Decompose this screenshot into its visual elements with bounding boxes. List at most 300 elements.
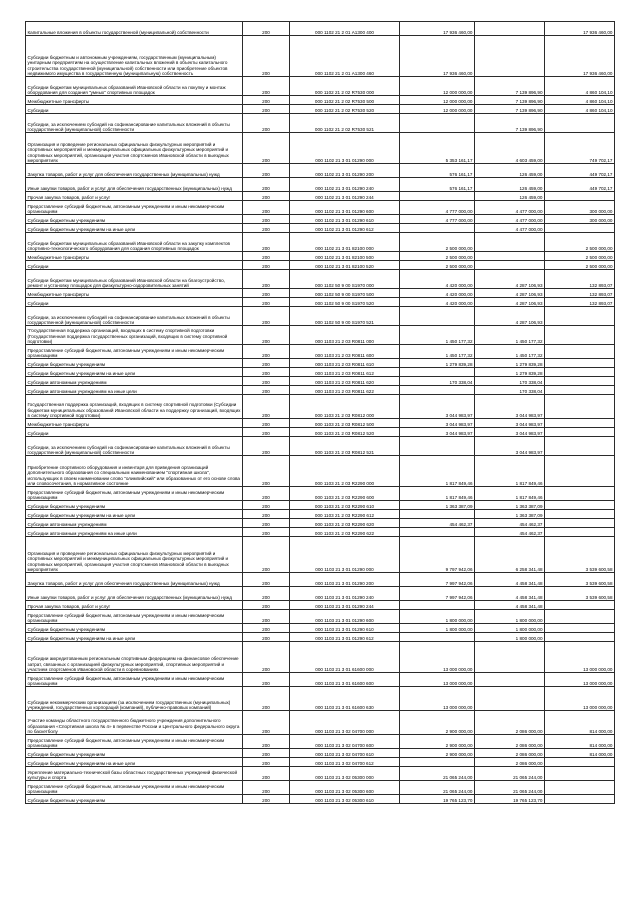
row-description: Предоставление субсидий бюджетным, автономным учреждениям и иным некоммерческим организациям: [26, 781, 243, 795]
row-description: Предоставление субсидий бюджетным, автономным учреждениям и иным некоммерческим организациям: [26, 735, 243, 749]
row-description: Субсидии бюджетным и автономным учреждениям, государственным (муниципальным) унитарным предприятиям на осуществление капитальных вложений в объекты капитального строительства государственной (муниципальной) собственности или приобретение объектов недвижимого имущества в государственную (муниципальную) собственность: [26, 36, 243, 77]
row-description: Предоставление субсидий бюджетным, автономным учреждениям и иным некоммерческим организациям: [26, 345, 243, 359]
row-approved-amount: 5 353 161,17: [400, 133, 475, 164]
table-row: [26, 573, 615, 587]
table-row: [26, 377, 615, 386]
row-line-code: 200: [243, 687, 290, 711]
row-budget-classification-code: 000 1103 21 2 03 R0811 610: [290, 359, 400, 368]
row-description: Организация и проведение региональных официальных физкультурных мероприятий и спортивных мероприятий и межмуниципальных официальных физкультурных мероприятий и спортивных мероприятий, организация участия спортсменов Ивановской области в выездных мероприятиях: [26, 537, 243, 573]
table-row: [26, 201, 615, 215]
row-description: Иные закупки товаров, работ и услуг для обеспечения государственных (муниципальных) нужд: [26, 587, 243, 601]
row-approved-amount: 3 044 983,97: [400, 419, 475, 428]
row-executed-amount: 1 363 387,09: [475, 501, 545, 510]
row-budget-classification-code: 000 1103 21 3 02 05300 000: [290, 767, 400, 781]
row-budget-classification-code: 000 1102 21 3 01 01290 240: [290, 178, 400, 192]
row-description: Субсидии автономным учреждениям: [26, 377, 243, 386]
row-unexecuted-amount: [545, 224, 615, 233]
row-unexecuted-amount: [545, 114, 615, 133]
row-executed-amount: 4 458 341,48: [475, 587, 545, 601]
table-row: [26, 326, 615, 345]
row-budget-classification-code: 000 1102 21 3 01 01290 610: [290, 215, 400, 224]
row-budget-classification-code: 000 1103 21 2 03 R0811 600: [290, 345, 400, 359]
table-row: [26, 252, 615, 261]
row-approved-amount: 170 338,04: [400, 377, 475, 386]
row-unexecuted-amount: [545, 307, 615, 326]
row-line-code: 200: [243, 298, 290, 307]
row-description: Субсидии автономным учреждениям: [26, 519, 243, 528]
row-executed-amount: 3 044 983,97: [475, 419, 545, 428]
row-budget-classification-code: 000 1103 21 3 01 61600 600: [290, 673, 400, 687]
row-budget-classification-code: 000 1102 50 9 00 S1970 521: [290, 307, 400, 326]
row-approved-amount: [400, 528, 475, 537]
row-approved-amount: [400, 368, 475, 377]
row-description: Субсидии: [26, 261, 243, 270]
table-row: [26, 178, 615, 192]
row-line-code: 200: [243, 233, 290, 252]
row-budget-classification-code: 000 1103 21 3 01 61600 000: [290, 642, 400, 673]
budget-report-sheet: [25, 21, 614, 804]
row-unexecuted-amount: [545, 781, 615, 795]
row-executed-amount: 4 287 106,93: [475, 307, 545, 326]
row-budget-classification-code: 000 1102 21 2 01 А1300 460: [290, 36, 400, 77]
table-row: [26, 687, 615, 711]
row-unexecuted-amount: 4 860 104,10: [545, 96, 615, 105]
row-approved-amount: 1 279 839,28: [400, 359, 475, 368]
row-executed-amount: 6 258 341,48: [475, 537, 545, 573]
row-unexecuted-amount: [545, 510, 615, 519]
row-line-code: 200: [243, 36, 290, 77]
table-row: [26, 537, 615, 573]
row-approved-amount: 12 000 000,00: [400, 77, 475, 96]
row-unexecuted-amount: 749 702,17: [545, 133, 615, 164]
row-line-code: 200: [243, 386, 290, 395]
table-row: [26, 624, 615, 633]
row-unexecuted-amount: 3 539 600,58: [545, 573, 615, 587]
row-approved-amount: [400, 114, 475, 133]
row-budget-classification-code: 000 1103 21 3 02 04700 612: [290, 758, 400, 767]
row-line-code: 200: [243, 326, 290, 345]
table-row: [26, 519, 615, 528]
row-line-code: 200: [243, 105, 290, 114]
row-executed-amount: 4 458 341,48: [475, 601, 545, 610]
table-row: [26, 215, 615, 224]
row-executed-amount: 1 800 000,00: [475, 633, 545, 642]
row-budget-classification-code: 000 1103 21 3 02 04700 610: [290, 749, 400, 758]
row-line-code: 200: [243, 419, 290, 428]
row-unexecuted-amount: 132 893,07: [545, 289, 615, 298]
row-approved-amount: 1 450 177,32: [400, 326, 475, 345]
budget-execution-table: [25, 21, 615, 804]
row-executed-amount: 3 044 983,97: [475, 428, 545, 437]
row-description: Субсидии бюджетным учреждениям на иные цели: [26, 368, 243, 377]
row-executed-amount: [475, 687, 545, 711]
row-approved-amount: 1 363 387,09: [400, 501, 475, 510]
row-budget-classification-code: 000 1102 21 2 02 R7530 520: [290, 105, 400, 114]
row-budget-classification-code: 000 1103 21 3 02 05300 600: [290, 781, 400, 795]
row-approved-amount: 21 065 244,00: [400, 767, 475, 781]
row-budget-classification-code: 000 1103 21 2 03 R0812 500: [290, 419, 400, 428]
row-description: Прочая закупка товаров, работ и услуг: [26, 601, 243, 610]
row-budget-classification-code: 000 1103 21 3 01 01290 244: [290, 601, 400, 610]
row-description: Закупка товаров, работ и услуг для обеспечения государственных (муниципальных) нужд: [26, 573, 243, 587]
row-executed-amount: 1 817 849,46: [475, 456, 545, 487]
table-row: [26, 601, 615, 610]
table-row: [26, 673, 615, 687]
row-approved-amount: 3 044 983,97: [400, 428, 475, 437]
row-line-code: 200: [243, 377, 290, 386]
row-approved-amount: 13 000 000,00: [400, 642, 475, 673]
row-unexecuted-amount: [545, 528, 615, 537]
row-approved-amount: 1 800 000,00: [400, 624, 475, 633]
row-approved-amount: 2 900 000,00: [400, 711, 475, 735]
row-executed-amount: 3 044 983,97: [475, 395, 545, 419]
row-budget-classification-code: 000 1103 21 3 02 04700 000: [290, 711, 400, 735]
row-unexecuted-amount: [545, 601, 615, 610]
row-unexecuted-amount: 13 000 000,00: [545, 673, 615, 687]
row-budget-classification-code: 000 1102 21 2 02 R7530 500: [290, 96, 400, 105]
table-row: [26, 224, 615, 233]
row-executed-amount: [475, 261, 545, 270]
row-budget-classification-code: 000 1103 21 2 03 R2290 612: [290, 510, 400, 519]
row-budget-classification-code: 000 1103 21 2 03 R0811 612: [290, 368, 400, 377]
row-line-code: 200: [243, 601, 290, 610]
row-unexecuted-amount: 3 539 600,58: [545, 587, 615, 601]
row-unexecuted-amount: [545, 437, 615, 456]
row-approved-amount: [400, 192, 475, 201]
row-executed-amount: 454 462,37: [475, 519, 545, 528]
row-description: Субсидии бюджетным учреждениям: [26, 215, 243, 224]
row-budget-classification-code: 000 1103 21 2 03 R2290 600: [290, 487, 400, 501]
row-approved-amount: [400, 758, 475, 767]
row-executed-amount: [475, 642, 545, 673]
row-approved-amount: 12 000 000,00: [400, 96, 475, 105]
row-approved-amount: 4 420 000,00: [400, 270, 475, 289]
row-description: Иные закупки товаров, работ и услуг для обеспечения государственных (муниципальных) нужд: [26, 178, 243, 192]
row-line-code: 200: [243, 673, 290, 687]
row-approved-amount: 4 420 000,00: [400, 289, 475, 298]
row-line-code: 200: [243, 96, 290, 105]
table-row: [26, 298, 615, 307]
table-row: [26, 36, 615, 77]
table-row: [26, 528, 615, 537]
row-executed-amount: 2 086 000,00: [475, 758, 545, 767]
row-approved-amount: [400, 633, 475, 642]
row-budget-classification-code: 000 1102 21 2 02 R7530 521: [290, 114, 400, 133]
row-line-code: 200: [243, 133, 290, 164]
row-executed-amount: 2 086 000,00: [475, 711, 545, 735]
row-line-code: 200: [243, 456, 290, 487]
row-unexecuted-amount: [545, 456, 615, 487]
row-description: Предоставление субсидий бюджетным, автономным учреждениям и иным некоммерческим организациям: [26, 610, 243, 624]
row-line-code: 200: [243, 633, 290, 642]
row-executed-amount: 19 765 123,70: [475, 795, 545, 804]
row-unexecuted-amount: 300 000,00: [545, 215, 615, 224]
row-unexecuted-amount: 13 000 000,00: [545, 687, 615, 711]
row-executed-amount: 4 477 000,00: [475, 224, 545, 233]
row-budget-classification-code: 000 1102 21 3 01 82100 500: [290, 252, 400, 261]
row-description: Организация и проведение региональных официальных физкультурных мероприятий и спортивных мероприятий и межмуниципальных официальных физкультурных мероприятий и спортивных мероприятий, организация участия спортсменов Ивановской области в выездных мероприятиях: [26, 133, 243, 164]
table-row: [26, 437, 615, 456]
row-line-code: 200: [243, 270, 290, 289]
row-line-code: 200: [243, 624, 290, 633]
row-budget-classification-code: 000 1103 21 3 01 01290 612: [290, 633, 400, 642]
row-line-code: 200: [243, 289, 290, 298]
row-line-code: 200: [243, 587, 290, 601]
row-unexecuted-amount: [545, 419, 615, 428]
row-description: Субсидии некоммерческим организациям (за исключением государственных (муниципальных) учреждений, государственных корпораций (компаний), публично-правовых компаний): [26, 687, 243, 711]
row-line-code: 200: [243, 528, 290, 537]
row-executed-amount: 7 139 896,90: [475, 96, 545, 105]
row-approved-amount: 19 765 123,70: [400, 795, 475, 804]
row-executed-amount: 4 287 106,93: [475, 289, 545, 298]
row-approved-amount: 2 500 000,00: [400, 261, 475, 270]
row-executed-amount: 1 800 000,00: [475, 610, 545, 624]
row-line-code: 200: [243, 758, 290, 767]
table-row: [26, 233, 615, 252]
row-executed-amount: 170 338,04: [475, 386, 545, 395]
row-executed-amount: 21 065 244,00: [475, 781, 545, 795]
row-description: Субсидии автономным учреждениям на иные цели: [26, 386, 243, 395]
row-executed-amount: [475, 22, 545, 36]
table-row: [26, 781, 615, 795]
row-description: Предоставление субсидий бюджетным, автономным учреждениям и иным некоммерческим организациям: [26, 487, 243, 501]
row-approved-amount: [400, 510, 475, 519]
row-budget-classification-code: 000 1102 21 3 01 82100 520: [290, 261, 400, 270]
row-line-code: 200: [243, 610, 290, 624]
row-unexecuted-amount: 2 500 000,00: [545, 261, 615, 270]
row-description: Межбюджетные трансферты: [26, 96, 243, 105]
table-row: [26, 587, 615, 601]
row-line-code: 200: [243, 735, 290, 749]
table-row: [26, 359, 615, 368]
row-unexecuted-amount: 814 000,00: [545, 735, 615, 749]
row-executed-amount: 4 477 000,00: [475, 215, 545, 224]
row-line-code: 200: [243, 77, 290, 96]
row-description: Субсидии бюджетам муниципальных образований Ивановской области на закупку комплектов спортивно-технологического оборудования для создания спортивных площадок: [26, 233, 243, 252]
row-approved-amount: 1 450 177,32: [400, 345, 475, 359]
row-unexecuted-amount: [545, 795, 615, 804]
row-unexecuted-amount: 4 860 104,10: [545, 77, 615, 96]
table-row: [26, 96, 615, 105]
row-description: Предоставление субсидий бюджетным, автономным учреждениям и иным некоммерческим организациям: [26, 673, 243, 687]
row-budget-classification-code: 000 1103 21 3 02 04700 600: [290, 735, 400, 749]
row-description: Субсидии бюджетным учреждениям на иные цели: [26, 633, 243, 642]
row-budget-classification-code: 000 1103 21 3 01 01290 610: [290, 624, 400, 633]
table-row: [26, 368, 615, 377]
row-line-code: 200: [243, 437, 290, 456]
row-budget-classification-code: 000 1103 21 3 01 01290 200: [290, 573, 400, 587]
row-description: Субсидии бюджетным учреждениям: [26, 795, 243, 804]
row-approved-amount: [400, 224, 475, 233]
row-line-code: 200: [243, 749, 290, 758]
row-approved-amount: 576 161,17: [400, 178, 475, 192]
row-executed-amount: 1 450 177,32: [475, 345, 545, 359]
row-executed-amount: 126 459,00: [475, 192, 545, 201]
row-line-code: 200: [243, 487, 290, 501]
row-executed-amount: 126 459,00: [475, 164, 545, 178]
row-budget-classification-code: 000 1103 21 2 03 R0812 520: [290, 428, 400, 437]
row-executed-amount: 2 086 000,00: [475, 735, 545, 749]
row-line-code: 200: [243, 201, 290, 215]
row-budget-classification-code: 000 1103 21 3 01 61600 630: [290, 687, 400, 711]
row-unexecuted-amount: [545, 368, 615, 377]
table-row: [26, 192, 615, 201]
table-row: [26, 749, 615, 758]
row-unexecuted-amount: [545, 501, 615, 510]
row-unexecuted-amount: [545, 377, 615, 386]
row-line-code: 200: [243, 192, 290, 201]
table-row: [26, 22, 615, 36]
row-budget-classification-code: 000 1102 50 9 00 S1970 000: [290, 270, 400, 289]
row-executed-amount: 7 139 896,90: [475, 114, 545, 133]
row-executed-amount: [475, 233, 545, 252]
row-approved-amount: 13 000 000,00: [400, 687, 475, 711]
row-description: Субсидии бюджетным учреждениям: [26, 624, 243, 633]
row-approved-amount: 9 797 942,06: [400, 537, 475, 573]
table-row: [26, 642, 615, 673]
row-approved-amount: 13 000 000,00: [400, 673, 475, 687]
table-row: [26, 767, 615, 781]
row-approved-amount: [400, 386, 475, 395]
table-row: [26, 164, 615, 178]
row-executed-amount: 1 363 387,09: [475, 510, 545, 519]
row-description: Субсидии бюджетным учреждениям на иные цели: [26, 224, 243, 233]
row-unexecuted-amount: [545, 359, 615, 368]
row-approved-amount: [400, 601, 475, 610]
table-row: [26, 456, 615, 487]
row-approved-amount: 12 000 000,00: [400, 105, 475, 114]
table-row: [26, 419, 615, 428]
row-line-code: 200: [243, 215, 290, 224]
row-line-code: 200: [243, 642, 290, 673]
row-unexecuted-amount: 17 936 460,00: [545, 36, 615, 77]
row-unexecuted-amount: 449 702,17: [545, 178, 615, 192]
table-row: [26, 307, 615, 326]
row-approved-amount: 2 900 000,00: [400, 749, 475, 758]
row-approved-amount: 1 800 000,00: [400, 610, 475, 624]
row-approved-amount: 1 817 849,46: [400, 487, 475, 501]
row-unexecuted-amount: 814 000,00: [545, 749, 615, 758]
row-unexecuted-amount: [545, 395, 615, 419]
row-approved-amount: 2 500 000,00: [400, 233, 475, 252]
row-approved-amount: 4 777 000,00: [400, 215, 475, 224]
row-line-code: 200: [243, 114, 290, 133]
row-executed-amount: 3 044 983,97: [475, 437, 545, 456]
row-executed-amount: 126 459,00: [475, 178, 545, 192]
row-budget-classification-code: 000 1103 21 2 03 R0811 622: [290, 386, 400, 395]
row-approved-amount: 2 500 000,00: [400, 252, 475, 261]
row-executed-amount: 4 287 106,93: [475, 298, 545, 307]
row-line-code: 200: [243, 178, 290, 192]
row-description: Субсидии автономным учреждениям на иные цели: [26, 528, 243, 537]
row-line-code: 200: [243, 261, 290, 270]
table-row: [26, 510, 615, 519]
row-executed-amount: 4 458 341,48: [475, 573, 545, 587]
row-description: Субсидии, за исключением субсидий на софинансирование капитальных вложений в объекты государственной (муниципальной) собственности: [26, 307, 243, 326]
row-unexecuted-amount: [545, 487, 615, 501]
row-description: Прочая закупка товаров, работ и услуг: [26, 192, 243, 201]
table-row: [26, 345, 615, 359]
row-unexecuted-amount: 132 893,07: [545, 270, 615, 289]
row-unexecuted-amount: [545, 767, 615, 781]
row-approved-amount: 4 777 000,00: [400, 201, 475, 215]
table-row: [26, 487, 615, 501]
row-budget-classification-code: 000 1103 21 2 03 R0811 620: [290, 377, 400, 386]
row-unexecuted-amount: 17 936 460,00: [545, 22, 615, 36]
row-unexecuted-amount: 449 702,17: [545, 164, 615, 178]
row-executed-amount: [475, 36, 545, 77]
row-line-code: 200: [243, 164, 290, 178]
row-unexecuted-amount: [545, 519, 615, 528]
row-approved-amount: 4 420 000,00: [400, 298, 475, 307]
row-approved-amount: 7 997 942,06: [400, 587, 475, 601]
row-unexecuted-amount: 4 860 104,10: [545, 105, 615, 114]
row-line-code: 200: [243, 22, 290, 36]
row-approved-amount: 3 044 983,97: [400, 395, 475, 419]
row-unexecuted-amount: 2 500 000,00: [545, 233, 615, 252]
row-description: Капитальные вложения в объекты государственной (муниципальной) собственности: [26, 22, 243, 36]
row-line-code: 200: [243, 501, 290, 510]
row-unexecuted-amount: [545, 624, 615, 633]
row-unexecuted-amount: 13 000 000,00: [545, 642, 615, 673]
row-budget-classification-code: 000 1103 21 2 03 R0812 521: [290, 437, 400, 456]
row-executed-amount: 1 800 000,00: [475, 624, 545, 633]
row-unexecuted-amount: 3 539 600,58: [545, 537, 615, 573]
row-budget-classification-code: 000 1102 21 3 01 01290 000: [290, 133, 400, 164]
row-line-code: 200: [243, 510, 290, 519]
row-description: Межбюджетные трансферты: [26, 289, 243, 298]
table-row: [26, 133, 615, 164]
row-unexecuted-amount: [545, 758, 615, 767]
row-unexecuted-amount: 132 893,07: [545, 298, 615, 307]
row-executed-amount: [475, 252, 545, 261]
row-executed-amount: 170 338,04: [475, 377, 545, 386]
row-description: Субсидии бюджетам муниципальных образований Ивановской области на благоустройство, ремонт и установку площадок для физкультурно-оздоровительных занятий: [26, 270, 243, 289]
row-executed-amount: 7 139 896,90: [475, 77, 545, 96]
row-executed-amount: 2 086 000,00: [475, 749, 545, 758]
row-approved-amount: 2 900 000,00: [400, 735, 475, 749]
row-executed-amount: 454 462,37: [475, 528, 545, 537]
row-description: Предоставление субсидий бюджетным, автономным учреждениям и иным некоммерческим организациям: [26, 201, 243, 215]
row-approved-amount: 576 161,17: [400, 164, 475, 178]
table-row: [26, 758, 615, 767]
row-executed-amount: [475, 673, 545, 687]
row-line-code: 200: [243, 224, 290, 233]
row-description: Межбюджетные трансферты: [26, 252, 243, 261]
row-approved-amount: 1 817 849,46: [400, 456, 475, 487]
row-budget-classification-code: 000 1102 50 9 00 S1970 520: [290, 298, 400, 307]
row-approved-amount: [400, 437, 475, 456]
row-line-code: 200: [243, 359, 290, 368]
row-line-code: 200: [243, 345, 290, 359]
row-line-code: 200: [243, 307, 290, 326]
table-row: [26, 114, 615, 133]
table-row: [26, 289, 615, 298]
table-row: [26, 386, 615, 395]
row-description: Субсидии бюджетным учреждениям: [26, 359, 243, 368]
row-executed-amount: 1 279 839,28: [475, 359, 545, 368]
row-line-code: 200: [243, 519, 290, 528]
table-row: [26, 270, 615, 289]
row-description: Межбюджетные трансферты: [26, 419, 243, 428]
row-description: "Государственная поддержка организаций, входящих в систему спортивной подготовки (Государственная поддержка государственных организаций, входящих в систему спортивной подготовки): [26, 326, 243, 345]
row-approved-amount: 17 936 460,00: [400, 22, 475, 36]
row-line-code: 200: [243, 767, 290, 781]
row-unexecuted-amount: [545, 633, 615, 642]
row-description: Закупка товаров, работ и услуг для обеспечения государственных (муниципальных) нужд: [26, 164, 243, 178]
row-executed-amount: 1 279 839,28: [475, 368, 545, 377]
row-budget-classification-code: 000 1103 21 3 01 01290 240: [290, 587, 400, 601]
